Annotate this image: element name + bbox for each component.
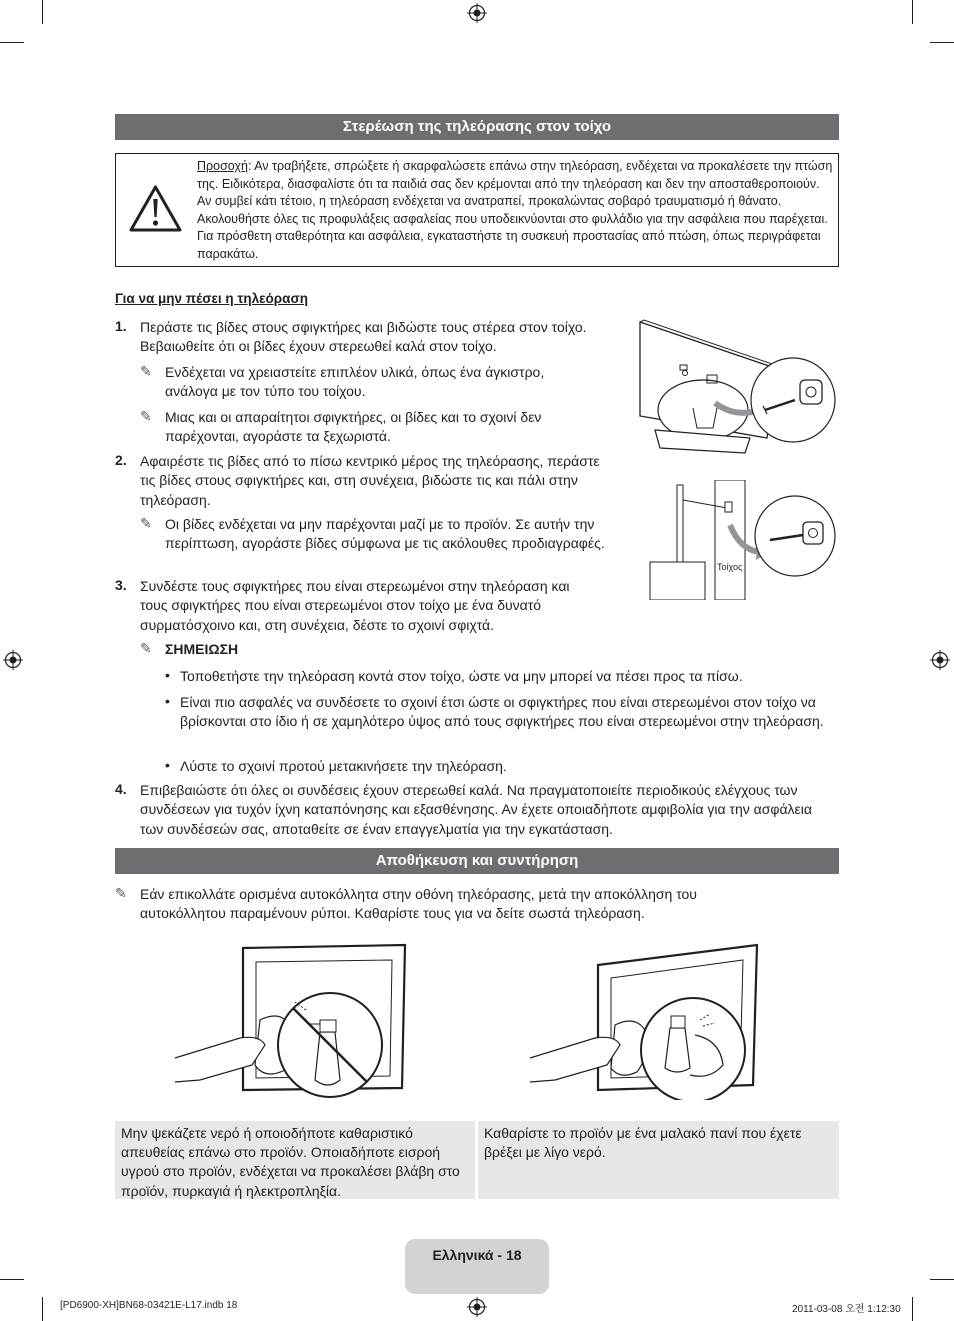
crop-mark — [912, 1297, 913, 1321]
footer-file-info: [PD6900-XH]BN68-03421E-L17.indb 18 — [60, 1300, 238, 1311]
bullet-marker: • — [165, 757, 170, 773]
note-1b: Μιας και οι απαραίτητοι σφιγκτήρες, οι βίδες και το σχοινί δεν παρέχονται, αγοράστε τα ξεχωριστά. — [165, 409, 542, 445]
registration-mark-icon — [467, 3, 487, 23]
crop-mark — [0, 1279, 24, 1280]
step-3-text: Συνδέστε τους σφιγκτήρες που είναι στερεωμένοι στην τηλεόραση και τους σφιγκτήρες που είναι στερεωμένοι στον τοίχο με ένα δυνατό συρματόσχοινο και, στη συνέχεια, δέστε το σχοινί σφιχτά. — [140, 578, 570, 633]
caption-soft-cloth: Καθαρίστε το προϊόν με ένα μαλακό πανί που έχετε βρέξει με λίγο νερό. — [478, 1121, 839, 1199]
crop-mark — [930, 42, 954, 43]
step-4-text: Επιβεβαιώστε ότι όλες οι συνδέσεις έχουν στερεωθεί καλά. Να πραγματοποιείτε περιοδικούς ελέγχους των συνδέσεων για τυχόν ίχνη καταπόνησης και εξασθένησης. Αν έχετε οποιαδήποτε αμφιβολία για την ασφάλεια των συνδέσεών σας, αποταθείτε σε έναν επαγγελματία για την εγκατάσταση. — [140, 782, 812, 837]
page-number-tab: Ελληνικά - 18 — [405, 1239, 549, 1294]
step-number: 3. — [115, 577, 127, 593]
pencil-note-icon: ✎ — [140, 515, 152, 531]
registration-mark-icon — [467, 1297, 487, 1317]
sticker-note: Εάν επικολλάτε ορισμένα αυτοκόλλητα στην οθόνη τηλεόρασης, μετά την αποκόλληση του αυτοκόλλητου παραμένουν ρύποι. Καθαρίστε τους για να δείτε σωστά τηλεόραση. — [140, 886, 697, 922]
bullet-item: Τοποθετήστε την τηλεόραση κοντά στον τοίχο, ώστε να μην μπορεί να πέσει προς τα πίσω. — [180, 668, 743, 684]
subheading-prevent-fall: Για να μην πέσει η τηλεόραση — [115, 291, 308, 306]
cloth-spray-illustration — [525, 940, 765, 1100]
pencil-note-icon: ✎ — [140, 640, 152, 656]
note-1a: Ενδέχεται να χρειαστείτε επιπλέον υλικά, όπως ένα άγκιστρο, ανάλογα με τον τύπο του τοίχου. — [165, 364, 545, 400]
step-number: 4. — [115, 781, 127, 797]
step-number: 2. — [115, 452, 127, 468]
caution-box — [115, 153, 839, 267]
note-heading: ΣΗΜΕΙΩΣΗ — [165, 641, 239, 657]
crop-mark — [42, 1297, 43, 1321]
crop-mark — [930, 1279, 954, 1280]
caption-no-spray: Μην ψεκάζετε νερό ή οποιοδήποτε καθαριστικό απευθείας επάνω στο προϊόν. Οποιαδήποτε εισροή υγρού στο προϊόν, ενδέχεται να προκαλέσει βλάβη στο προϊόν, πυρκαγιά ή ηλεκτροπληξία. — [115, 1121, 475, 1199]
caution-text — [197, 158, 833, 264]
bullet-item: Λύστε το σχοινί προτού μετακινήσετε την τηλεόραση. — [180, 758, 507, 774]
bullet-item: Είναι πιο ασφαλές να συνδέσετε το σχοινί έτσι ώστε οι σφιγκτήρες που είναι στερεωμένοι στον τοίχο να βρίσκονται στο ίδιο ή σε χαμηλότερο ύψος από τους σφιγκτήρες που είναι στερεωμένοι στην τηλεόραση. — [180, 694, 824, 730]
section-title-wall-mount: Στερέωση της τηλεόρασης στον τοίχο — [115, 114, 839, 140]
crop-mark — [0, 42, 24, 43]
tv-wall-illustration — [645, 480, 845, 600]
tv-clamp-illustration — [635, 318, 840, 468]
pencil-note-icon: ✎ — [115, 885, 127, 901]
footer-timestamp: 2011-03-08 오전 1:12:30 — [792, 1304, 901, 1315]
crop-mark — [42, 0, 43, 24]
step-2-text: Αφαιρέστε τις βίδες από το πίσω κεντρικό μέρος της τηλεόρασης, περάστε τις βίδες στους σφιγκτήρες και, στη συνέχεια, βιδώστε τις και πάλι στην τηλεόραση. — [140, 453, 600, 508]
warning-triangle-icon — [128, 184, 183, 234]
bullet-marker: • — [165, 667, 170, 683]
note-2: Οι βίδες ενδέχεται να μην παρέχονται μαζί με το προϊόν. Σε αυτήν την περίπτωση, αγοράστε βίδες σύμφωνα με τις ακόλουθες προδιαγραφές. — [165, 516, 605, 552]
step-1-text: Περάστε τις βίδες στους σφιγκτήρες και βιδώστε τους στέρεα στον τοίχο. Βεβαιωθείτε ότι οι βίδες έχουν στερεωθεί καλά στον τοίχο. — [140, 319, 587, 355]
spray-prohibited-illustration — [170, 940, 410, 1100]
step-number: 1. — [115, 318, 127, 334]
caution-label: Προσοχή — [197, 159, 248, 173]
registration-mark-icon — [930, 650, 950, 670]
registration-mark-icon — [3, 650, 23, 670]
section-title-storage: Αποθήκευση και συντήρηση — [115, 848, 839, 874]
bullet-marker: • — [165, 693, 170, 709]
wall-label: Τοίχος — [717, 562, 743, 572]
crop-mark — [912, 0, 913, 24]
pencil-note-icon: ✎ — [140, 363, 152, 379]
caution-body: : Αν τραβήξετε, σπρώξετε ή σκαρφαλώσετε επάνω στην τηλεόραση, ενδέχεται να προκαλέσετε την πτώση της. Ειδικότερα, διασφαλίστε ότι τα παιδιά σας δεν κρέμονται από την τηλεόραση και δεν την αποσταθεροποιούν. Αν συμβεί κάτι τέτοιο, η τηλεόραση ενδέχεται να ανατραπεί, προκαλώντας σοβαρό τραυματισμό ή θάνατο. Ακολουθήστε όλες τις προφυλάξεις ασφαλείας που υποδεικνύονται στο φυλλάδιο για την ασφάλεια που παρέχεται. Για πρόσθετη σταθερότητα και ασφάλεια, εγκαταστήστε τη συσκευή προστασίας από πτώση, όπως περιγράφεται παρακάτω. — [197, 159, 833, 261]
pencil-note-icon: ✎ — [140, 408, 152, 424]
